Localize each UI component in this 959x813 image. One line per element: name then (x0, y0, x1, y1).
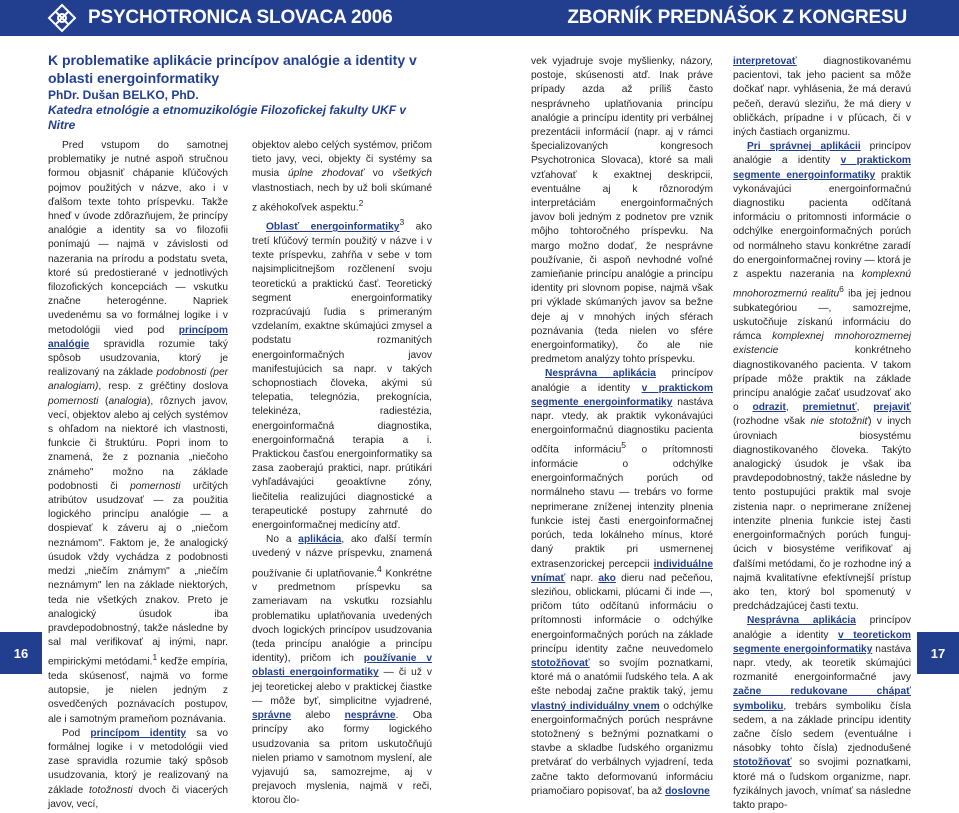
footnote-ref: 1 (152, 652, 158, 663)
text-column-2 (252, 139, 432, 809)
footnote-ref: 2 (358, 197, 364, 208)
term-application: aplikácia (298, 534, 342, 546)
term-analogy: princípom analógie (48, 324, 228, 350)
paragraph: Pred vstupom do samotnej problematiky je nutné aspoň stručnou formou objasniť chápanie kľúčových pojmov použitých v názve, ako i v ďalšom texte tohto príspevku. Takže hneď v úvode zdôrazňujem, že princípy analógie a identity sa vo filozofii ponímajú — najmä v závislosti od nazerania na prírodu a podstatu sveta, ktoré sú predostierané v jednotlivých filozofických koncepciách — vskutku značne heterogénne. Napriek uvedenému sa vo formálnej logike i v metodológii vied pod princípom analógie spravidla rozumie taký spôsob usudzovania, ktorý je realizovaný na základe podobnosti (per analogiam), resp. z gréčtiny doslova pomernosti (analogia), rôznych javov, vecí, objektov alebo aj celých systémov s ohľadom na niektoré ich vlastnosti, funkcie či štruktúru. Popri inom to znamená, že z poznania „niečoho známeho" možno na základe podobnosti či pomernosti určitých atribútov usudzovať — za použitia logického princípu analógie — a dospievať k záveru aj o „niečom neznámom". Faktom je, že analogický úsudok vždy vychádza z podobnosti medzi „niečím známym" a „niečím neznámym" len na základe niektorých, teda nie všetkých znakov. Preto je analogický úsudok iba pravdepodobnostný, takže následne by sal mal verifikovať aj inými, napr. empirickými metódami.$^1$ keďže empíria, teda skúsenosť, najmä vo forme autopsie, je nielen jedným z osvedčených poznávacích postupov, ale i samotným prameňom poznávania. (48, 140, 229, 725)
article-title: K problematike aplikácie princípov analógie a identity v oblasti energoinformatiky (48, 52, 417, 86)
term-identity: princípom identity (90, 727, 187, 739)
paragraph: objektov alebo celých systémov, pričom tieto javy, veci, objekty či systémy sa musia úplne zhodovať vo všetkých vlastnostiach, nech by už boli skúmané z akéhokoľvek aspektu.$^2$ (252, 140, 432, 214)
proceedings-title: ZBORNÍK PREDNÁŠOK Z KONGRESU (567, 7, 907, 28)
footnote-ref: 6 (839, 284, 844, 295)
header-bar (0, 0, 959, 36)
paragraph: Nesprávna aplikácia princípov analógie a identity v praktickom segmente energoinformatiky nastáva napr. vtedy, ak praktik vykonávajúci energoinformačnú diagnostiku pacienta odčíta informáciu$^5$ o prítomnosti informácie o odchýlke energoinformačných porúch od normálneho stavu — trebárs vo forme neprimerane zníženej intenzity plnenia funkcie istej časti energoinformačnej porúch, teda lokálneho mínus, ktoré daný praktik pri usmernenej extrasenzorickej percepcii individuálne vnímať napr. ako dieru nad pečeňou, sleziňou, oblickami, plúcami či inde —, pričom túto odčítanú informáciu o prítomnosti informácie o odchýlke energoinformačných porúch na základe princípu identity začne neuvedomelo stotožňovať so svojím poznatkami, ktoré má o anatómii ľudského tela. A ak ešte nebodaj začne praktik taký, jemu vlastný individuálny vnem o odchýlke energoinformačných porúch nesprávne stotožnený s bežnými poznatkami o stavbe a skladbe ľudského organizmu pretvárať do verbálnych vyjadrení, teda začne takto deformovanú informáciu priamočiaro popisovať, ba až doslovne (531, 368, 713, 797)
article-author: PhDr. Dušan BELKO, PhD. (48, 88, 199, 102)
paragraph: No a aplikácia, ako ďalší termín uvedený v názve príspevku, znamená používanie či uplatňovanie.$^4$ Konkrétne v predmetnom príspevku sa zameriavam na vskutku rozsiahlu problematiku uplatňovania uvedených dvoch logických princípov usudzovania (teda princípu analógie a princípu identity), pričom ich používanie v oblasti energoinformatiky — či už v jej teoretickej alebo v praktickej čiastke — môže byť, simplicitne vyjadrené, správne alebo nesprávne. Oba princípy ako formy logického usudzovania sa pritom uskutočňujú nielen priamo v samotnom myslení, ale vyjavujú sa, samozrejme, aj v prejavoch myslenia, najmä v reči, ktorou člo- (252, 534, 433, 807)
paragraph: Pri správnej aplikácii princípov analógie a identity v praktickom segmente energoinformatiky praktik vykonávajúci energoinformačnú diagnostiku pacienta odčítaná informáciu o pritomnosti informácie o odchýlke energoinformačných porúch od normálneho stavu konkrétne zaradí do energoinformačnej roviny — ktorá je z aspektu nazerania na komplexnú mnohorozmernú realitu$^6$ iba jej jednou subkategóriou —, samozrejme, uskutočňuje získanú informáciu do rámca komplexnej mnohorozmernej existencie konkrétneho diagnostikovaného pacienta. V takom prípade môže praktik na základe princípu analógie začať usudzovať ako o odrazit, premietnuť, prejaviť (rozhodne však nie stotožniť) v inych úrovniach biosystému diagnostikovaného človeka. Takýto analogický úsudok je však iba pravdepodobnostný, takže následne by tento postupujúci praktik mal svoje zistenia napr. o neprimerane zníženej intenzite plnenia funkcie istej časti energoinformačných porúch fungujúcich v biosystéme verifikovať aj ďalšími metódami, čo je rozhodne iný a najmä kvalitatívne efektívnejší prístup ako ten, ktorý bol spomenutý v predchádzajúcej časti textu. (733, 141, 911, 613)
footnote-ref: 3 (399, 217, 405, 228)
page-number-left: 16 (0, 632, 42, 674)
text-column-4 (733, 55, 911, 813)
text-column-1 (48, 139, 228, 812)
paragraph: Pod princípom identity sa vo formálnej logike i v metodológii vied zase spravidla rozumie taký spôsob usudzovania, ktorý je realizovaný na základe totožnosti dvoch či viacerých javov, vecí, (48, 727, 228, 810)
journal-title: PSYCHOTRONICA SLOVACA 2006 (88, 7, 393, 28)
term-energoinformatics: Oblasť energoinformatiky (266, 221, 400, 233)
text-column-3 (531, 55, 713, 799)
footnote-ref: 4 (376, 563, 382, 574)
footnote-ref: 5 (621, 440, 626, 451)
paragraph: Nesprávna aplikácia princípov analógie a identity v teoretickom segmente energoinformatiky nastáva napr. vtedy, ak teoretik skúmajúci rozmanité energoinformačné javy začne redukovane chápať symboliku, trebárs symboliku čísla sedem, a na základe princípu identity začne číslo sedem (eventuálne i násobky tohto čísla) zjednodušené stotožňovať so svojimi poznatkami, ktoré má o ľudskom organizme, napr. fyzikálnych javoch, vnímať sa následne takto prapo- (733, 615, 911, 811)
paragraph: Oblasť energoinformatiky$^3$ ako tretí kľúčový termín použitý v názve i v texte príspevku, zahŕňa v sebe v tom najsimplicitnejšom rozčlenení svoju teoretickú a praktickú časť. Teoretický segment energoinformatiky rozpracúvajú ľudia s primeraným vzdelaním, exaktne skúmajúci zmysel a podstatu rozmanitých energoinformačných javov manifestujúcich sa napr. v takých schopnostiach človeka, akými sú telepatia, telegnózia, prekognícia, telekinéza, radiestézia, energoinformačná diagnostika, energoinformačná terapia a i. Praktickou časťou energoinformatiky sa zasa zaoberajú praktici, napr. prútikári vyhľadávajúci geoaktívne zóny, liečitelia realizujúci diagnostické a terapeutické postupy zahrnuté do energoinformačnej medicíny atď. (252, 217, 432, 532)
paragraph: interpretovať diagnostikovanému pacientovi, tak jeho pacient sa môže dočkať napr. vyhlásenia, že má deravú pečeň, deravú sleziňu, že má diery v obličkách, prípadne i v pľúcach, či v iných častiach organizmu. (733, 56, 911, 139)
page-number-right: 17 (917, 632, 959, 674)
footer (0, 632, 959, 674)
article-affiliation: Katedra etnológie a etnomuzikológie Filozofickej fakulty UKF v Nitre (48, 103, 407, 132)
psychotronica-logo-icon (46, 3, 78, 33)
paragraph: vek vyjadruje svoje myšlienky, názory, postoje, skúsenosti atď. Inak práve prípady azda až príliš často nesprávneho uplatňovania princípu analógie a princípu identity pri verbálnej prezentácii informácií (napr. aj v rámci špecializovaných kongresoch Psychotronica Slovaca), ktoré sa mali vzťahovať k exaktnej deskripcii, eventuálne aj k rôznorodým interpretáciám energoinformačných javov boli jedným z podnetov pre vznik môjho tohtoročného príspevku. Na margo možno dodať, že nesprávne používanie, či aspoň nevhodné voľné zamieňanie princípu analógie a princípu identity pri slovnom popise, najmä však pri výklade skúmaných javov sa bežne deje aj v mnohých iných sférach poznávania (teda nielen vo sfére energoinformatiky), čo ale nie predmetom analýzy tohto príspevku. (531, 56, 713, 366)
article-heading (48, 51, 428, 133)
